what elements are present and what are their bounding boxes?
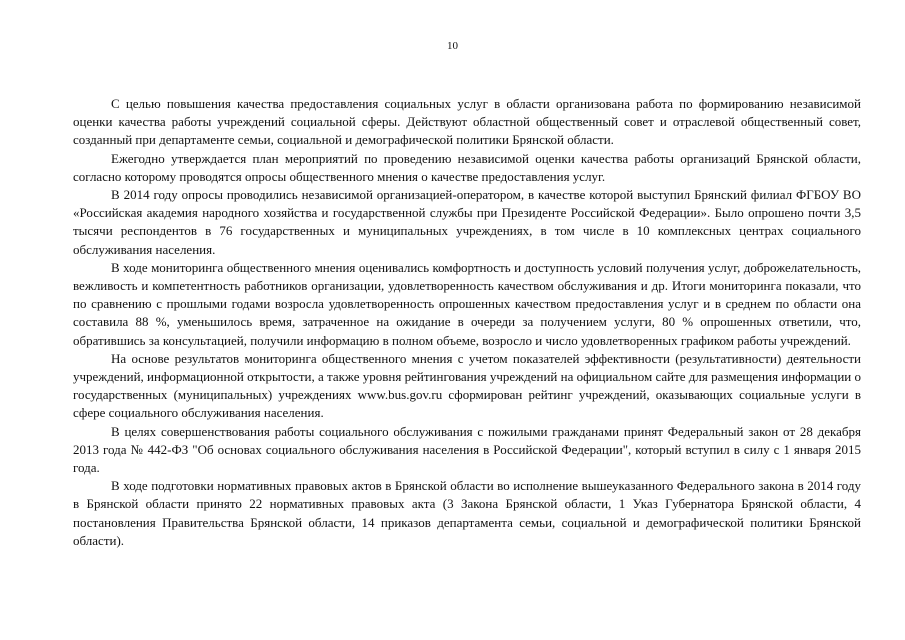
paragraph: На основе результатов мониторинга общественного мнения с учетом показателей эффективности (результативности) деятельности учреждений, информационной открытости, а также уровня рейтингования учреждений на официальном сайте для размещения информации о государственных (муниципальных) учреждениях www.bus.gov.ru сформирован рейтинг учреждений, оказывающих социальные услуги в сфере социального обслуживания населения. (73, 350, 861, 421)
paragraph: С целью повышения качества предоставления социальных услуг в области организована работа по формированию независимой оценки качества работы учреждений социальной сферы. Действуют областной общественный совет и отраслевой общественный совет, созданный при департаменте семьи, социальной и демографической политики Брянской области. (73, 96, 861, 148)
document-body (73, 95, 861, 550)
paragraph: В ходе мониторинга общественного мнения оценивались комфортность и доступность условий получения услуг, доброжелательность, вежливость и компетентность работников организации, удовлетворенность качеством обслуживания и др. Итоги мониторинга показали, что по сравнению с прошлыми годами возросла удовлетворенность опрошенных качеством предоставления услуг и в среднем по области она составила 88 %, уменьшилось время, затраченное на ожидание в очереди за получением услуги, 80 % опрошенных ответили, что, обратившись за консультацией, получили информацию в полном объеме, возросло и число удовлетворенных графиком работы учреждений. (73, 259, 861, 348)
paragraph: В 2014 году опросы проводились независимой организацией-оператором, в качестве которой выступил Брянский филиал ФГБОУ ВО «Российская академия народного хозяйства и государственной службы при Президенте Российской Федерации». Было опрошено почти 3,5 тысячи респондентов в 76 государственных и муниципальных учреждениях, в том числе в 10 комплексных центрах социального обслуживания населения. (73, 187, 861, 257)
page-number: 10 (447, 40, 458, 52)
paragraph: Ежегодно утверждается план мероприятий по проведению независимой оценки качества работы организаций Брянской области, согласно которому проводятся опросы общественного мнения о качестве предоставления услуг. (73, 150, 861, 184)
paragraph: В ходе подготовки нормативных правовых актов в Брянской области во исполнение вышеуказанного Федерального закона в 2014 году в Брянской области принято 22 нормативных правовых акта (3 Закона Брянской области, 1 Указ Губернатора Брянской области, 4 постановления Правительства Брянской области, 14 приказов департамента семьи, социальной и демографической политики Брянской области). (73, 478, 861, 548)
paragraph: В целях совершенствования работы социального обслуживания с пожилыми гражданами принят Федеральный закон от 28 декабря 2013 года № 442-ФЗ "Об основах социального обслуживания населения в Российской Федерации", который вступил в силу с 1 января 2015 года. (73, 423, 861, 476)
